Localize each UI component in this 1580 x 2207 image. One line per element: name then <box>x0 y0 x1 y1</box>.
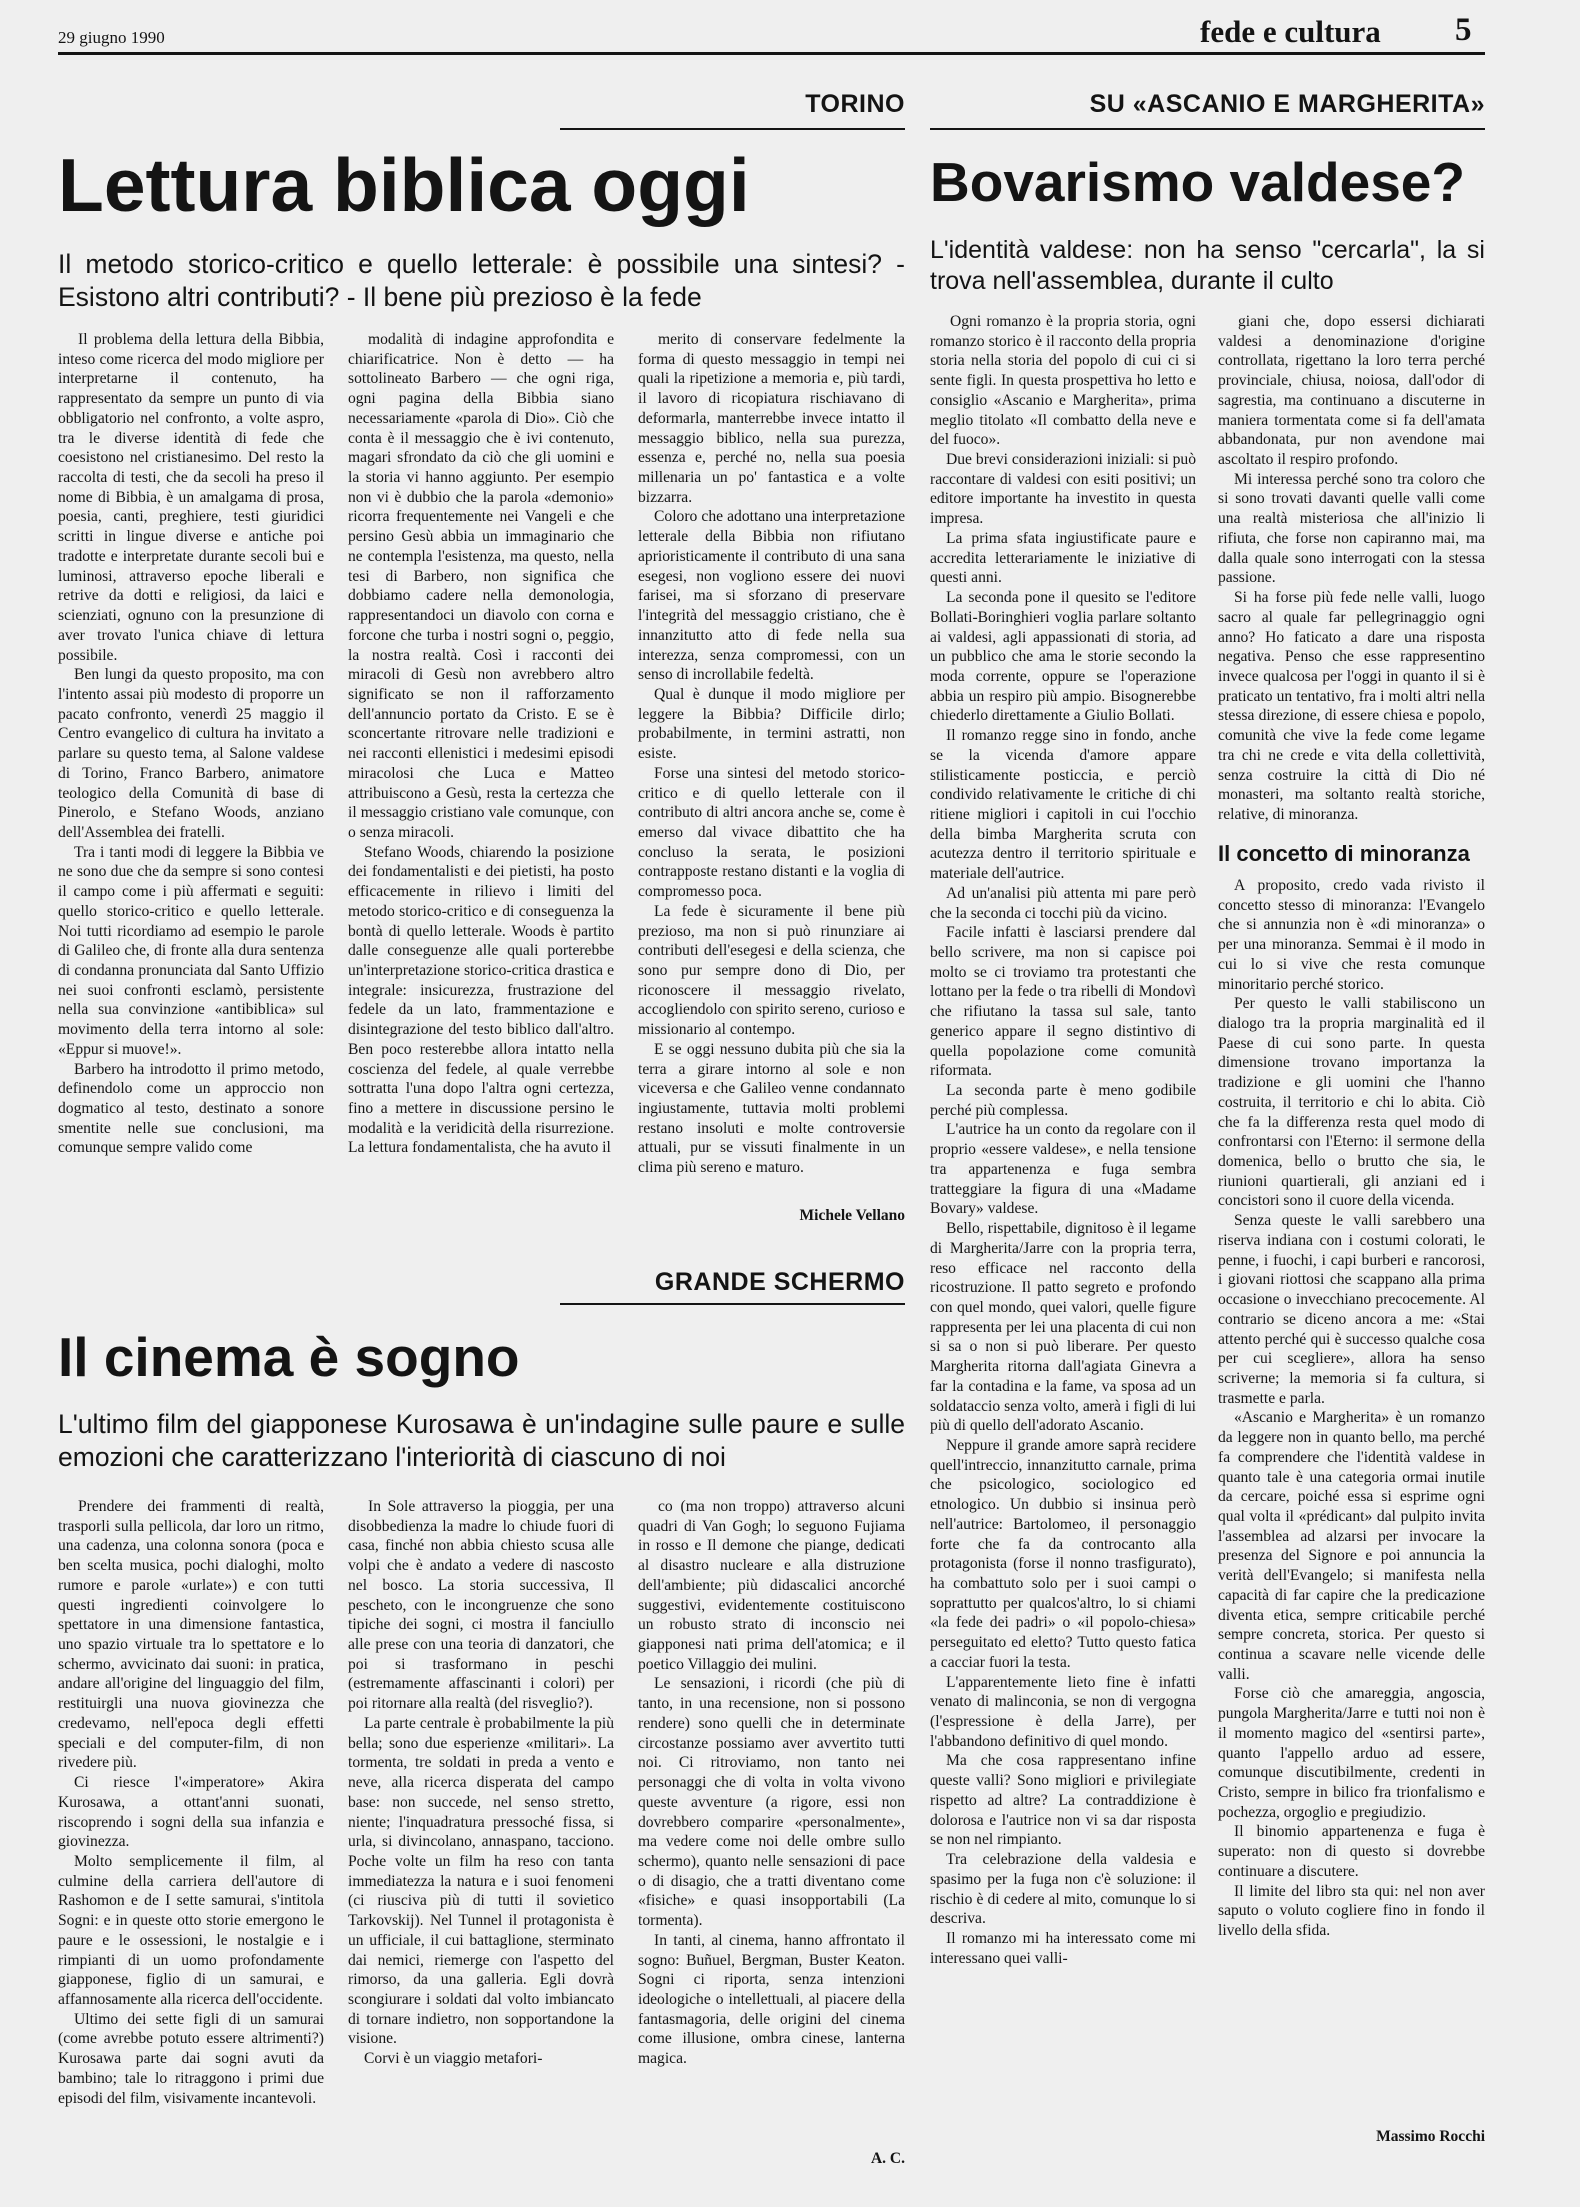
article2-kicker-rule <box>560 1303 905 1305</box>
article1-column <box>348 330 614 1230</box>
article1-column <box>638 330 905 1210</box>
body-paragraph: giani che, dopo essersi dichiarati valdesi a denominazione d'origine controllata, rigettano la loro terra perché provinciale, chiusa, noiosa, dall'odor di sagrestia, ma continuano a discuterne in maniera tormentata come si fa dell'amata abbandonata, pur non avendone mai ascoltato il respiro profondo. <box>1218 313 1485 469</box>
header-rule <box>58 52 1485 55</box>
issue-date: 29 giugno 1990 <box>58 28 165 47</box>
body-paragraph: Il limite del libro sta qui: nel non aver saputo o voluto cogliere fino in fondo il livello della sfida. <box>1218 1882 1485 1940</box>
body-paragraph: Tra i tanti modi di leggere la Bibbia ve ne sono due che da sempre si sono contesi il campo come i più affermati e seguiti: quello storico-critico e quello letterale. Noi tutti ricordiamo ad esempio le parole di Galileo che, di fronte alla dura sentenza di condanna pronunciata dal Santo Uffizio nei suoi confronti esclamò, persistente nella sua convinzione «antibiblica» sul movimento della terra intorno al sole: «Eppur si muove!». <box>58 843 324 1058</box>
body-paragraph: La prima sfata ingiustificate paure e accredita letterariamente le iniziative di questi anni. <box>930 529 1196 587</box>
article2-column <box>348 1497 614 2177</box>
article2-headline: Il cinema è sogno <box>58 1326 520 1388</box>
article1-author: Michele Vellano <box>799 1207 905 1224</box>
body-paragraph: L'autrice ha un conto da regolare con il proprio «essere valdese», e nella tensione tra appartenenza e fuga sembra tratteggiare la figura di una «Madame Bovary» valdese. <box>930 1121 1196 1218</box>
body-paragraph: A proposito, credo vada rivisto il concetto stesso di minoranza: l'Evangelo che si annunzia non è «di minoranza» o per una minoranza. Semmai è il modo in cui lo si vive che resta comunque minoritario perché storico. <box>1218 876 1485 993</box>
body-paragraph: E se oggi nessuno dubita più che sia la terra a girare intorno al sole e non viceversa e che Galileo venne condannato ingiustamente, tuttavia molti problemi restano insoluti e molte controversie attuali, pur se vissuti finalmente in un clima più sereno e maturo. <box>638 1040 905 1177</box>
body-paragraph: La seconda parte è meno godibile perché più complessa. <box>930 1082 1196 1119</box>
body-paragraph: Per questo le valli stabiliscono un dialogo tra la propria marginalità ed il Paese di cui sono parte. In questa dimensione trovano importanza la tradizione e gli uomini che l'hanno costruita, il territorio e chi lo abita. Ciò che fa la differenza resta quel modo di confrontarsi con l'Eterno: il sermone della domenica, bello o brutto che sia, le riunioni quartierali, gli anziani ed i concistori sono il cuore della vicenda. <box>1218 995 1485 1210</box>
body-paragraph: Ci riesce l'«imperatore» Akira Kurosawa, a ottant'anni suonati, riscoprendo i sogni della sua infanzia e giovinezza. <box>58 1774 324 1851</box>
body-paragraph: Ben lungi da questo proposito, ma con l'intento assai più modesto di proporre un pacato confronto, venerdì 25 maggio il Centro evangelico di cultura ha invitato a parlare su questo tema, al Salone valdese di Torino, Franco Barbero, animatore teologico della Comunità di base di Pinerolo, e Stefano Woods, anziano dell'Assemblea dei fratelli. <box>58 666 324 841</box>
body-paragraph: In tanti, al cinema, hanno affrontato il sogno: Buñuel, Bergman, Buster Keaton. Sogni ci riporta, senza intenzioni ideologiche o intellettuali, al piacere della fantasmagoria, delle origini del cinema come illusione, ombra cinese, lanterna magica. <box>638 1931 905 2068</box>
body-paragraph: Barbero ha introdotto il primo metodo, definendolo come un approccio non dogmatico al testo, destinato a sonore smentite nelle sue conclusioni, ma comunque sempre valido come <box>58 1060 324 1157</box>
article3-kicker: SU «ASCANIO E MARGHERITA» <box>1089 90 1485 118</box>
body-paragraph: Due brevi considerazioni iniziali: si può raccontare di valdesi con esiti positivi; un editore importante ha investito in questa impresa. <box>930 451 1196 528</box>
article1-subhead: Il metodo storico-critico e quello letterale: è possibile una sintesi? - Esistono altri contributi? - Il bene più prezioso è la fede <box>58 249 905 312</box>
body-paragraph: co (ma non troppo) attraverso alcuni quadri di Van Gogh; lo seguono Fujiama in rosso e Il demone che piange, dedicati al disastro nucleare e alla distruzione dell'ambiente; più didascalici ancorché suggestivi, evidentemente costituiscono un robusto strato di inconscio nei giapponesi nati prima dell'atomica; e il poetico Villaggio dei mulini. <box>638 1498 905 1673</box>
body-paragraph: Corvi è un viaggio metafori- <box>364 2050 543 2068</box>
body-paragraph: Coloro che adottano una interpretazione letterale della Bibbia non rifiutano aprioristicamente il contributo di una sana esegesi, non vogliono essere dei nuovi farisei, ma si sforzano di preservare l'integrità del messaggio cristiano, che è innanzitutto atto di fede nella sua interezza, senza compromessi, con un senso di incrollabile fedeltà. <box>638 508 905 684</box>
article1-kicker-rule <box>560 128 905 130</box>
body-paragraph: Molto semplicemente il film, al culmine della carriera dell'autore di Rashomon e de I sette samurai, s'intitola Sogni: e in queste otto storie emergono le paure e le ossessioni, le nostalgie e i rimpianti di un uomo profondamente giapponese, figlio di un samurai, e affannosamente alla ricerca dell'occidente. <box>58 1852 324 2008</box>
body-paragraph: merito di conservare fedelmente la forma di questo messaggio in tempi nei quali la ripetizione a memoria e, più tardi, il lavoro di ricopiatura rischiavano di deformarla, manterrebbe invece intatto il messaggio biblico, nella sua purezza, essenza e, perché no, nella sua poesia millenaria un po' fantastica e a volte bizzarra. <box>638 331 905 506</box>
body-paragraph: Il romanzo mi ha interessato come mi interessano quei valli- <box>930 1929 1196 1967</box>
body-paragraph: Ad un'analisi più attenta mi pare però che la seconda ci tocchi più da vicino. <box>930 884 1196 922</box>
body-paragraph: Tra celebrazione della valdesia e spasimo per la fuga non c'è soluzione: il rischio è di cedere al mito, comunque lo si descriva. <box>930 1851 1196 1928</box>
body-paragraph: Forse una sintesi del metodo storico-critico e di quello letterale con il contributo di altri ancora anche se, come è emerso dal vivace dibattito che ha concluso la serata, le posizioni contrapposte restano distanti e la voglia di compromesso poca. <box>638 764 905 901</box>
article3-column <box>930 312 1196 2172</box>
body-paragraph: Prendere dei frammenti di realtà, trasporli sulla pellicola, dar loro un ritmo, una cadenza, una colonna sonora (poca e ben scelta musica, pochi dialoghi, molto rumore e parole «urlate») e con tutti questi ingredienti coinvolgere lo spettatore in una dimensione fantastica, uno spazio virtuale tra lo spettatore e lo schermo, avvicinato dai suoni: in pratica, andare all'origine del linguaggio del film, restituirgli una nuova giovinezza che credevamo, nell'epoca degli effetti speciali e del computer-film, di non rivedere più. <box>58 1498 324 1772</box>
body-paragraph: La seconda pone il quesito se l'editore Bollati-Boringhieri voglia parlare soltanto ai valdesi, agli appassionati di storia, ad un pubblico che ama le storie secondo la moda corrente, oppure se l'operazione abbia un respiro più ampio. Bisognerebbe chiederlo direttamente a Giulio Bollati. <box>930 589 1196 725</box>
body-paragraph: Senza queste le valli sarebbero una riserva indiana con i costumi colorati, le penne, i fuochi, i capi burberi e rancorosi, i giovani riottosi che scappano alla prima occasione o invecchiano precocemente. Al contrario se diceno ancora a me: «Stai attento perché qui è successo qualche cosa per cui scegliere», allora ha senso scriverne; la memoria si fa cultura, si trasmette e parla. <box>1218 1212 1485 1407</box>
body-paragraph: «Ascanio e Margherita» è un romanzo da leggere non in quanto bello, ma perché fa comprendere che l'identità valdese in quanto tale è una categoria ormai inutile da cercare, poiché essa si esprime ogni qual volta il «prédicant» dal pulpito invita l'assemblea ad alzarsi per invocare la presenza del Signore e poi annuncia la verità dell'Evangelo; si manifesta nella capacità di far capire che la predicazione diventa etica, sempre criticabile perché sempre concreta, storica. Per questo si continua a scavare nelle vicende delle valli. <box>1218 1409 1485 1683</box>
article3-author: Massimo Rocchi <box>1376 2128 1485 2145</box>
subheading: Il concetto di minoranza <box>1218 840 1470 866</box>
body-paragraph: Forse ciò che amareggia, angoscia, pungola Margherita/Jarre e tutti noi non è il momento magico del «sentirsi parte», quanto l'appello arduo ad essere, comunque discutibilmente, credenti in Cristo, sempre in bilico fra trionfalismo e pochezza, orgoglio e pregiudizio. <box>1218 1685 1485 1821</box>
body-paragraph: La fede è sicuramente il bene più prezioso, ma non si può rinunziare ai contributi dell'esegesi e della scienza, che sono pur sempre dono di Dio, per riconoscere il messaggio rivelato, accogliendolo con spirito sereno, curioso e missionario al contempo. <box>638 902 905 1039</box>
article3-column <box>1218 312 1485 2122</box>
body-paragraph: Qual è dunque il modo migliore per leggere la Bibbia? Difficile dirlo; probabilmente, in termini astratti, non esiste. <box>638 685 905 763</box>
article1-headline: Lettura biblica oggi <box>58 143 750 227</box>
body-paragraph: Il binomio appartenenza e fuga è superato: non di questo si dovrebbe continuare a discutere. <box>1218 1823 1485 1880</box>
article2-column <box>638 1497 905 2127</box>
body-paragraph: In Sole attraverso la pioggia, per una disobbedienza la madre lo chiude fuori di casa, finché non abbia chiesto scusa alle volpi che è andato a vedere di nascosto nel bosco. La storia successiva, Il pescheto, con le incongruenze che sono tipiche dei sogni, ci mostra il fanciullo alle prese con una teoria di danzatori, che poi si trasformano in peschi (estremamente affascinanti i colori) per poi ritornare alla realtà (del risveglio?). <box>348 1498 614 1713</box>
body-paragraph: Facile infatti è lasciarsi prendere dal bello scrivere, ma non si capisce poi molto se ci troviamo tra protestanti che lottano per la fede o tra ribelli di Mondovì che rifiutano la tassa sul sale, tanto generico appare il segno distintivo di quella popolazione come comunità riformata. <box>930 924 1196 1080</box>
body-paragraph: Ogni romanzo è la propria storia, ogni romanzo storico è il racconto della propria storia nella storia del popolo di cui ci si sente figli. In questa prospettiva ho letto e consiglio «Ascanio e Margherita», prima meglio titolato «Il combatto della neve e del fuoco». <box>930 313 1196 449</box>
article3-kicker-rule <box>930 128 1485 130</box>
article2-kicker: GRANDE SCHERMO <box>654 1268 905 1296</box>
page-number: 5 <box>1455 12 1472 48</box>
body-paragraph: Il problema della lettura della Bibbia, inteso come ricerca del modo migliore per interpretarne il contenuto, ha rappresentato da sempre un punto di via obbligatorio nel confronto, a volte aspro, tra le diverse identità di fede che coesistono nel cristianesimo. Del resto la raccolta di testi, che da secoli ha preso il nome di Bibbia, è un amalgama di prosa, poesia, canti, preghiere, testi giuridici scritti in lingue diverse e antiche poi tradotte e interpretate durante secoli bui e luminosi, attraverso epoche liberali e retrive da dotti e religiosi, da laici e scienziati, ognuno con la presunzione di aver trovato l'unica chiave di lettura possibile. <box>58 331 324 664</box>
section-title: fede e cultura <box>1200 14 1381 49</box>
body-paragraph: La parte centrale è probabilmente la più bella; sono due esperienze «militari». La tormenta, tre soldati in preda a vento e neve, alla ricerca disperata del campo base: non succede, nel senso stretto, niente; l'inquadratura pressoché fissa, si urla, si divincolano, annaspano, tacciono. Poche volte un film ha reso con tanta immediatezza la natura e i suoi fenomeni (ci riusciva più di tutti il sovietico Tarkovskij). Nel Tunnel il protagonista è un ufficiale, il cui battaglione, sterminato dai nemici, riemerge con l'aspetto del rimorso, da una galleria. Egli dovrà scongiurare i soldati dal volto imbiancato di tornare indietro, non sopportandone la visione. <box>348 1714 614 2048</box>
article2-subhead: L'ultimo film del giapponese Kurosawa è un'indagine sulle paure e sulle emozioni che caratterizzano l'interiorità di ciascuno di noi <box>58 1409 905 1472</box>
body-paragraph: L'apparentemente lieto fine è infatti venato di malinconia, se non di vergogna (l'espressione è della Jarre), per l'abbandono definitivo di quel mondo. <box>930 1673 1196 1750</box>
article1-column <box>58 330 324 1230</box>
article3-subhead: L'identità valdese: non ha senso "cercarla", la si trova nell'assemblea, durante il culto <box>930 236 1485 295</box>
article2-author: A. C. <box>870 2150 905 2167</box>
body-paragraph: Ma che cosa rappresentano infine queste valli? Sono migliori e privilegiate rispetto ad altre? La contraddizione è dolorosa e l'autrice non vi sa dar risposta se non nel rimpianto. <box>930 1752 1196 1849</box>
body-paragraph: Ultimo dei sette figli di un samurai (come avrebbe potuto essere altrimenti?) Kurosawa parte dai sogni avuti da bambino; tale lo ritraggono i primi due episodi del film, visivamente incantevoli. <box>58 2010 324 2107</box>
article1-kicker: TORINO <box>805 90 905 118</box>
article2-column <box>58 1497 324 2177</box>
body-paragraph: Mi interessa perché sono tra coloro che si sono trovati davanti quelle valli come una realtà misteriosa che all'inizio li rifiuta, che forse non capiranno mai, ma dalla quale sono interrogati con la stessa passione. <box>1218 470 1485 587</box>
body-paragraph: Le sensazioni, i ricordi (che più di tanto, in una recensione, non si possono rendere) sono quelli che in determinate circostanze possiamo aver avvertito tutti noi. Ci ritroviamo, non tanto nei personaggi che di volta in volta vivono queste avventure (a rigore, essi non dovrebbero comparire «personalmente», ma vedere come noi delle ombre sullo schermo), quanto nelle sensazioni di pace o di disagio, che a tratti diventano come «fisiche» e quasi insopportabili (La tormenta). <box>638 1675 905 1930</box>
body-paragraph: Stefano Woods, chiarendo la posizione dei fondamentalisti e dei pietisti, ha posto efficacemente in rilievo i limiti del metodo storico-critico e di conseguenza la bontà di quello letterale. Woods è partito dalle conseguenze alle quali porterebbe un'interpretazione storico-critica drastica e integrale: insicurezza, frustrazione del fedele da un lato, frammentazione e disintegrazione del testo biblico dall'altro. Ben poco resterebbe allora intatto nella coscienza del fedele, al quale verrebbe sottratta l'una dopo l'altra ogni certezza, fino a mettere in discussione persino le modalità e la veridicità della risurrezione. La lettura fondamentalista, che ha avuto il <box>348 843 614 1157</box>
body-paragraph: Bello, rispettabile, dignitoso è il legame di Margherita/Jarre con la propria terra, reso efficace nel racconto della ricostruzione. Il patto segreto e profondo con quel mondo, quei valori, quelle figure rappresenta per lei una placenta di cui non si sa o non si può liberare. Per questo Margherita ritorna dall'agiata Ginevra a far la contadina e la fame, va sposa ad un soldataccio senza volto, amerà i figli di lui più di quello dell'adorato Ascanio. <box>930 1220 1196 1435</box>
body-paragraph: Neppure il grande amore saprà recidere quell'intreccio, innanzitutto carnale, prima che psicologico, sociologico ed etnologico. Un dubbio si insinua però nell'autrice: Bartolomeo, il personaggio forte che fa da controcanto alla protagonista (forse il nonno trasfigurato), ha combattuto solo per i suoi campi o soprattutto per qualcos'altro, lo si chiami «la fede dei padri» o «il popolo-chiesa» perseguitato ed eletto? Tutto questo fatica a cacciar fuori la testa. <box>930 1436 1196 1671</box>
article3-headline: Bovarismo valdese? <box>930 151 1465 213</box>
body-paragraph: modalità di indagine approfondita e chiarificatrice. Non è detto — ha sottolineato Barbero — che ogni riga, ogni pagina della Bibbia siano necessariamente «parola di Dio». Ciò che conta è il messaggio che è ivi contenuto, magari sfrondato da ciò che gli uomini e la storia vi hanno aggiunto. Per esempio non vi è dubbio che la parola «demonio» ricorra frequentemente nei Vangeli e che persino Gesù abbia un immaginario che ne contempla l'esistenza, ma questo, nella tesi di Barbero, non significa che dobbiamo cadere nella demonologia, rappresentandoci un diavolo con corna e forcone che turba i nostri sogni o, peggio, la nostra realtà. Così i racconti dei miracoli di Gesù non avrebbero altro significato se non il rafforzamento dell'annuncio portato da Cristo. E se è sconcertante ritrovare nelle tradizioni e nei racconti ellenistici i medesimi episodi miracolosi che Luca e Matteo attribuiscono a Gesù, resta la certezza che il messaggio cristiano vale comunque, con o senza miracoli. <box>348 331 614 841</box>
body-paragraph: Si ha forse più fede nelle valli, luogo sacro al quale far pellegrinaggio ogni anno? Ho faticato a dare una risposta negativa. Penso che esse rappresentino invece qualcosa per l'oggi in quanto il si è praticato un tentativo, fra i molti altri nella stessa direzione, di essere chiesa e popolo, comunità che vive la fede come legame tra chi ne crede e vita della collettività, senza costruire la città di Dio né monasteri, ma soltanto realtà storiche, relative, di minoranza. <box>1218 589 1485 823</box>
body-paragraph: Il romanzo regge sino in fondo, anche se la vicenda d'amore appare stilisticamente posticcia, e perciò condivido relativamente le critiche di chi ritiene migliori i capitoli in cui l'occhio della bimba Margherita scruta con acutezza dentro il territorio spirituale e materiale dell'autrice. <box>930 727 1196 883</box>
